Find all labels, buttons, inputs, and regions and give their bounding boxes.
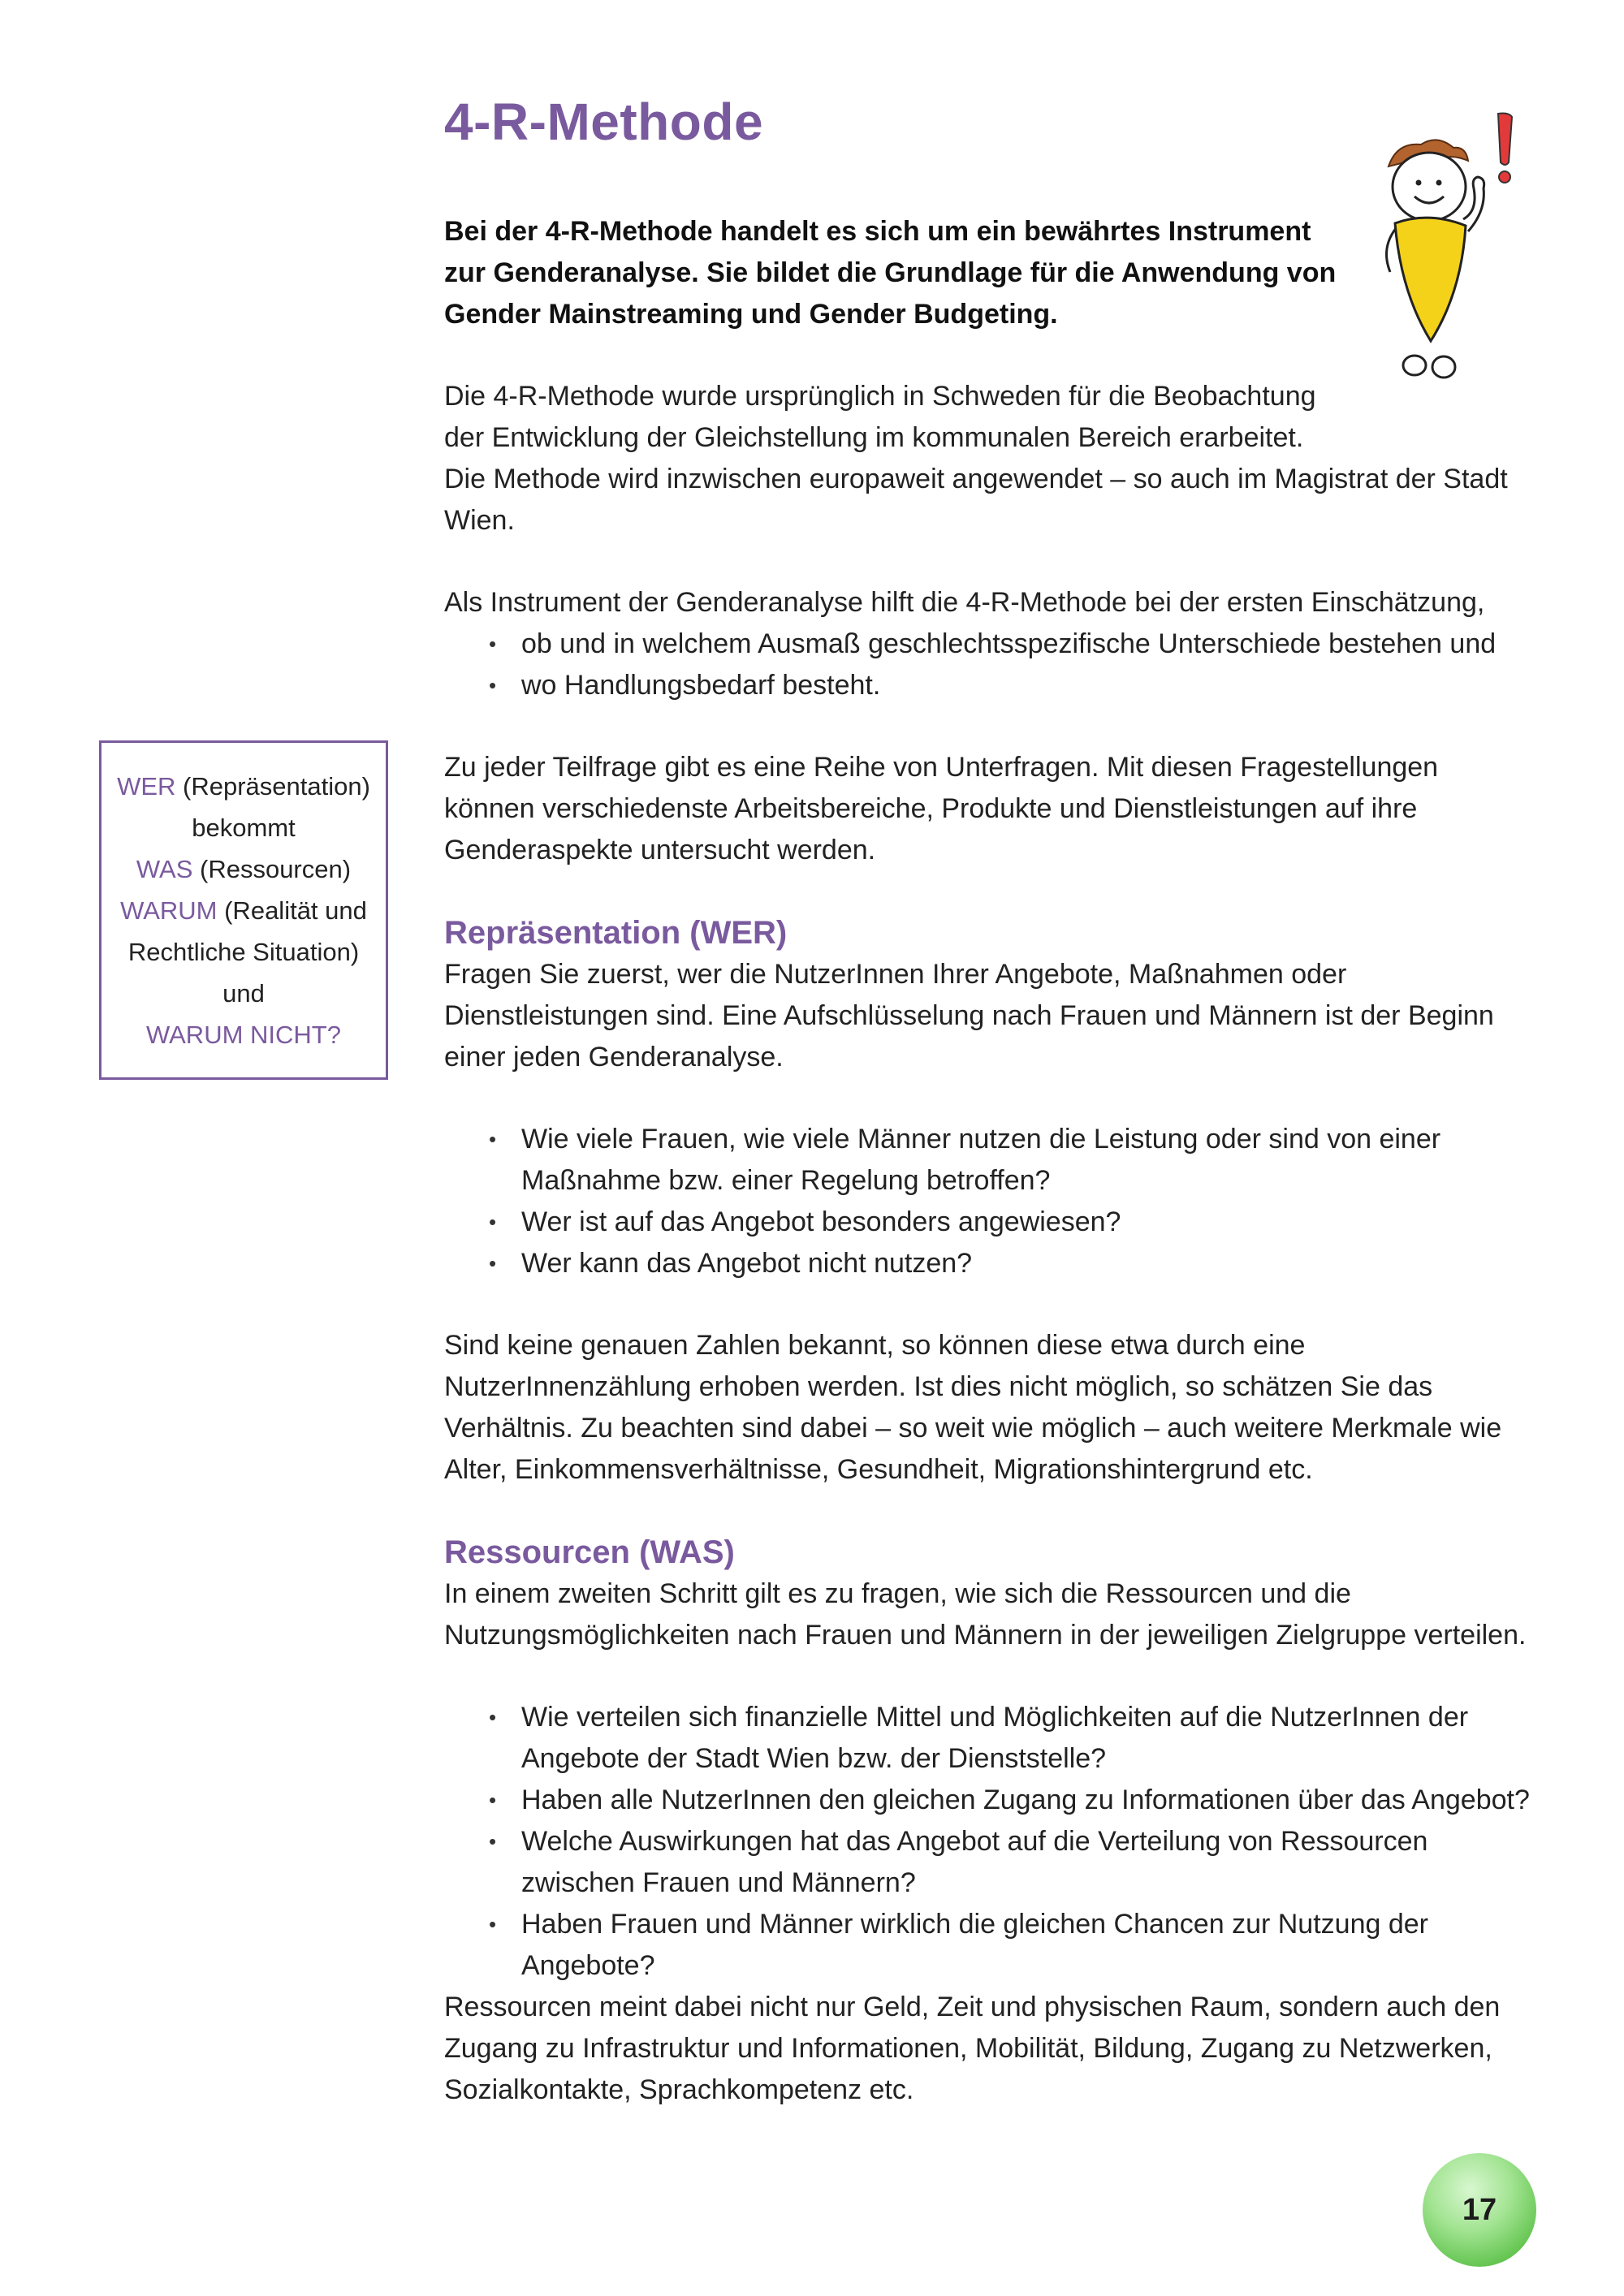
section-heading-ressourcen: Ressourcen (WAS): [444, 1534, 735, 1570]
keyword-wer: WER: [117, 771, 176, 801]
keyword-warum: WARUM: [120, 896, 218, 925]
sidebox-line-1: [117, 766, 370, 807]
main-content: [444, 89, 1540, 2111]
section-heading-repraesentation: Repräsentation (WER): [444, 915, 788, 951]
sidebox-line-6: und: [222, 978, 265, 1008]
sidebar-summary-box: [99, 740, 388, 1080]
instrument-bullet-list: [444, 624, 1540, 706]
ressourcen-bullet-list: [444, 1697, 1540, 1987]
repraesentation-bullet-list: [444, 1119, 1540, 1284]
intro-paragraph-2: Die Methode wird inzwischen europaweit angewendet – so auch im Magistrat der Stadt Wien.: [444, 464, 1508, 536]
list-item: • Haben alle NutzerInnen den gleichen Zugang zu Informationen über das Angebot?: [489, 1780, 1540, 1821]
keyword-was: WAS: [136, 854, 193, 883]
ressourcen-after: Ressourcen meint dabei nicht nur Geld, Zeit und physischen Raum, sondern auch den Zugang zu Infrastruktur und Informationen, Mobilität, Bildung, Zugang zu Netzwerken, Sozialkontakte, Sprachkompetenz etc.: [444, 1992, 1501, 2105]
list-item: • Wie verteilen sich finanzielle Mittel und Möglichkeiten auf die NutzerInnen der Angebote der Stadt Wien bzw. der Dienststelle?: [489, 1697, 1540, 1780]
list-item: • Welche Auswirkungen hat das Angebot auf die Verteilung von Ressourcen zwischen Frauen und Männern?: [489, 1821, 1540, 1904]
sidebox-text: (Ressourcen): [192, 854, 352, 883]
ressourcen-intro: In einem zweiten Schritt gilt es zu fragen, wie sich die Ressourcen und die Nutzungsmöglichkeiten nach Frauen und Männern in der jeweiligen Zielgruppe verteilen.: [444, 1578, 1527, 1651]
lead-paragraph: Bei der 4-R-Methode handelt es sich um ein bewährtes Instrument zur Genderanalyse. Sie bildet die Grundlage für die Anwendung von Gender Mainstreaming und Gender Budgeting.: [444, 216, 1337, 330]
sidebox-line-7: WARUM NICHT?: [146, 1020, 341, 1049]
list-item: • ob und in welchem Ausmaß geschlechtsspezifische Unterschiede bestehen und: [489, 624, 1540, 665]
sidebox-line-2: bekommt: [192, 813, 296, 842]
page-number-badge: 17: [1423, 2153, 1536, 2267]
sidebox-line-4: [120, 890, 367, 931]
intro-paragraph-1: Die 4-R-Methode wurde ursprünglich in Schweden für die Beobachtung der Entwicklung der Gleichstellung im kommunalen Bereich erarbeitet.: [444, 381, 1316, 453]
sidebox-text: (Repräsentation): [175, 771, 370, 801]
list-item: • Wie viele Frauen, wie viele Männer nutzen die Leistung oder sind von einer Maßnahme bzw. einer Regelung betroffen?: [489, 1119, 1540, 1202]
sidebox-line-3: [136, 848, 351, 890]
list-item: • Haben Frauen und Männer wirklich die gleichen Chancen zur Nutzung der Angebote?: [489, 1904, 1540, 1987]
list-item: • Wer ist auf das Angebot besonders angewiesen?: [489, 1202, 1540, 1243]
sidebox-line-5: Rechtliche Situation): [127, 937, 360, 966]
list-item: • Wer kann das Angebot nicht nutzen?: [489, 1243, 1540, 1284]
page-title: 4-R-Methode: [444, 93, 764, 151]
teilfrage-paragraph: Zu jeder Teilfrage gibt es eine Reihe von Unterfragen. Mit diesen Fragestellungen können verschiedenste Arbeitsbereiche, Produkte und Dienstleistungen auf ihre Genderaspekte untersucht werden.: [444, 752, 1439, 865]
sidebox-text: (Realität und: [217, 896, 367, 925]
repraesentation-intro: Fragen Sie zuerst, wer die NutzerInnen Ihrer Angebote, Maßnahmen oder Dienstleistungen sind. Eine Aufschlüsselung nach Frauen und Männern ist der Beginn einer jeden Genderanalyse.: [444, 959, 1494, 1072]
list-item: • wo Handlungsbedarf besteht.: [489, 665, 1540, 706]
instrument-paragraph: Als Instrument der Genderanalyse hilft die 4-R-Methode bei der ersten Einschätzung,: [444, 587, 1485, 618]
repraesentation-after: Sind keine genauen Zahlen bekannt, so können diese etwa durch eine NutzerInnenzählung erhoben werden. Ist dies nicht möglich, so schätzen Sie das Verhältnis. Zu beachten sind dabei – so weit wie möglich – auch weitere Merkmale wie Alter, Einkommensverhältnisse, Gesundheit, Migrationshintergrund etc.: [444, 1330, 1502, 1485]
